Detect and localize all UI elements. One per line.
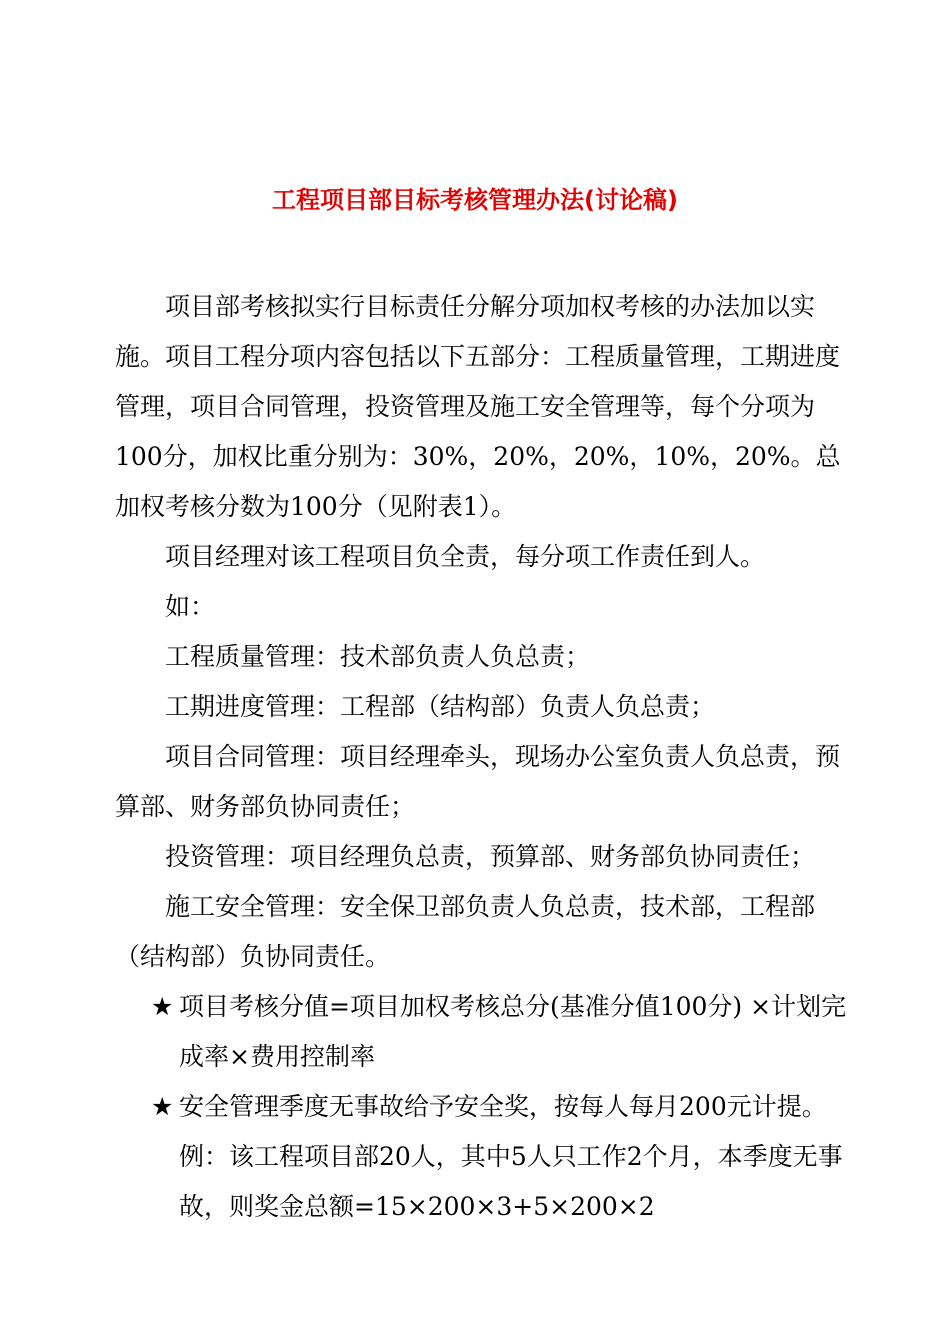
paragraph-investment-management: 投资管理：项目经理负总责，预算部、财务部负协同责任； <box>165 842 816 871</box>
paragraph-manager-responsibility: 项目经理对该工程项目负全责，每分项工作责任到人。 <box>165 542 766 571</box>
paragraph-safety-management: 施工安全管理：安全保卫部负责人负总责，技术部，工程部（结构部）负协同责任。 <box>115 892 816 971</box>
paragraph-example-intro: 如： <box>165 592 216 621</box>
star-icon: ★ <box>151 992 174 1021</box>
star-item-safety-bonus <box>151 1082 850 1232</box>
star-item-score-formula <box>151 982 850 1082</box>
paragraph-quality-management: 工程质量管理：技术部负责人负总责； <box>165 642 591 671</box>
paragraph-schedule-management: 工期进度管理：工程部（结构部）负责人负总责； <box>165 692 716 721</box>
document-body <box>115 282 850 1232</box>
star-item-text: 安全管理季度无事故给予安全奖，按每人每月200元计提。例：该工程项目部20人，其中5人只工作2个月，本季度无事故，则奖金总额=15×200×3+5×200×2 <box>179 1092 843 1221</box>
document-title: 工程项目部目标考核管理办法(讨论稿) <box>272 186 678 214</box>
star-icon: ★ <box>151 1092 174 1121</box>
paragraph-contract-management: 项目合同管理：项目经理牵头，现场办公室负责人负总责，预算部、财务部负协同责任； <box>115 742 841 821</box>
star-item-text: 项目考核分值=项目加权考核总分(基准分值100分) ×计划完成率×费用控制率 <box>179 992 847 1071</box>
paragraph-assessment-method: 项目部考核拟实行目标责任分解分项加权考核的办法加以实施。项目工程分项内容包括以下五部分：工程质量管理，工期进度管理，项目合同管理，投资管理及施工安全管理等，每个分项为100分，加权比重分别为：30%，20%，20%，10%，20%。总加权考核分数为100分（见附表1）。 <box>115 292 841 521</box>
